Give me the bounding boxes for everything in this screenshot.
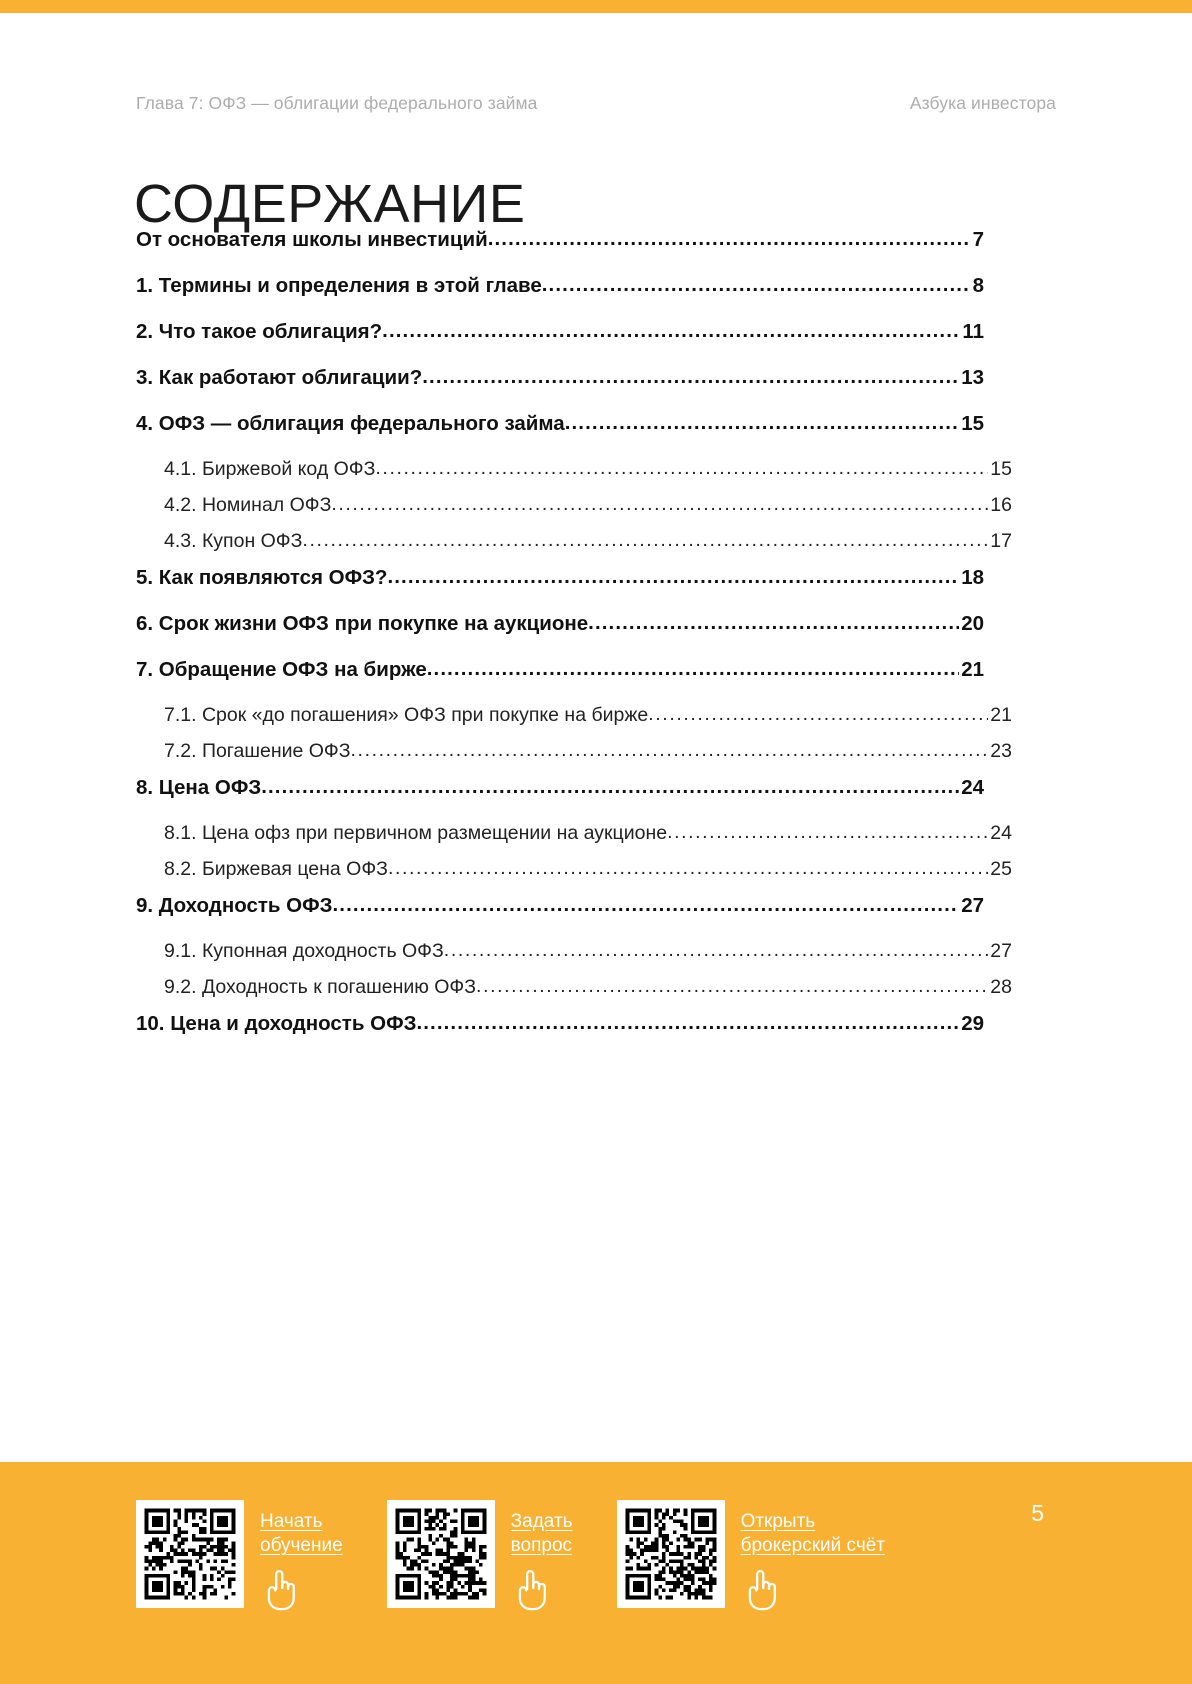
qr-code-icon[interactable] bbox=[136, 1500, 244, 1608]
toc-entry-page: 17 bbox=[990, 530, 1012, 552]
toc-subentry[interactable] bbox=[136, 822, 1012, 858]
toc-entry-label: 8.2. Биржевая цена ОФЗ bbox=[164, 858, 388, 880]
toc-subentry[interactable] bbox=[136, 940, 1012, 976]
qr-code-icon[interactable] bbox=[387, 1500, 495, 1608]
toc-entry-page: 16 bbox=[990, 494, 1012, 516]
footer-cta[interactable] bbox=[617, 1500, 885, 1611]
toc-entry[interactable] bbox=[136, 894, 984, 940]
toc-dot-leader bbox=[648, 703, 988, 726]
running-head-chapter: Глава 7: ОФЗ — облигации федерального займа bbox=[136, 93, 538, 113]
toc-dot-leader bbox=[375, 457, 988, 480]
footer-cta-link-line1[interactable]: Задать bbox=[510, 1511, 573, 1532]
toc-entry-label: 7.1. Срок «до погашения» ОФЗ при покупке на бирже bbox=[164, 704, 649, 726]
toc-entry-page: 11 bbox=[962, 320, 984, 343]
toc-entry[interactable] bbox=[136, 228, 984, 274]
toc-subentry[interactable] bbox=[136, 740, 1012, 776]
toc-entry[interactable] bbox=[136, 566, 984, 612]
toc-entry-page: 28 bbox=[990, 976, 1012, 998]
toc-entry-page: 8 bbox=[972, 274, 984, 297]
toc-entry-label: 8.1. Цена офз при первичном размещении на аукционе bbox=[164, 822, 668, 844]
pointing-hand-icon bbox=[511, 1567, 551, 1611]
toc-entry-label: 9.2. Доходность к погашению ОФЗ bbox=[164, 976, 477, 998]
toc-entry-label: 9. Доходность ОФЗ bbox=[136, 894, 333, 917]
toc-entry-label: 6. Срок жизни ОФЗ при покупке на аукционе bbox=[136, 612, 589, 635]
toc-entry-page: 7 bbox=[972, 228, 984, 251]
toc-entry-page: 18 bbox=[961, 566, 984, 589]
toc-entry-label: 4.3. Купон ОФЗ bbox=[164, 530, 303, 552]
footer-cta-link-line2[interactable]: обучение bbox=[260, 1535, 343, 1557]
running-head-book: Азбука инвестора bbox=[909, 93, 1056, 113]
toc-entry-label: От основателя школы инвестиций bbox=[136, 228, 488, 251]
toc-dot-leader bbox=[565, 411, 959, 435]
page-title: СОДЕРЖАНИЕ bbox=[134, 174, 526, 235]
toc-entry-label: 3. Как работают облигации? bbox=[136, 366, 423, 389]
footer-page-number: 5 bbox=[1031, 1500, 1044, 1526]
toc-entry-page: 27 bbox=[961, 894, 984, 917]
toc-entry[interactable] bbox=[136, 776, 984, 822]
toc-subentry[interactable] bbox=[136, 494, 1012, 530]
footer-cta[interactable] bbox=[136, 1500, 343, 1611]
toc-entry-label: 4. ОФЗ — облигация федерального займа bbox=[136, 412, 565, 435]
toc-entry-page: 15 bbox=[961, 412, 984, 435]
toc-dot-leader bbox=[331, 493, 988, 516]
toc-entry-label: 2. Что такое облигация? bbox=[136, 320, 383, 343]
toc-dot-leader bbox=[588, 611, 959, 635]
footer-cta-text bbox=[260, 1500, 343, 1611]
toc-entry[interactable] bbox=[136, 658, 984, 704]
toc-entry-page: 13 bbox=[961, 366, 984, 389]
document-page bbox=[0, 13, 1192, 1462]
toc-entry-label: 9.1. Купонная доходность ОФЗ bbox=[164, 940, 444, 962]
toc-dot-leader bbox=[388, 857, 988, 880]
toc-entry-page: 15 bbox=[990, 458, 1012, 480]
toc-entry-page: 21 bbox=[990, 704, 1012, 726]
toc-dot-leader bbox=[488, 227, 971, 251]
toc-entry[interactable] bbox=[136, 612, 984, 658]
toc-dot-leader bbox=[302, 529, 988, 552]
footer-cta-link-line2[interactable]: вопрос bbox=[510, 1535, 573, 1557]
footer-cta-link-line1[interactable]: Открыть bbox=[740, 1511, 816, 1532]
toc-entry-label: 4.2. Номинал ОФЗ bbox=[164, 494, 332, 516]
toc-entry-label: 4.1. Биржевой код ОФЗ bbox=[164, 458, 376, 480]
toc-entry[interactable] bbox=[136, 274, 984, 320]
running-head bbox=[136, 93, 1056, 114]
toc-subentry[interactable] bbox=[136, 530, 1012, 566]
toc-entry-page: 20 bbox=[961, 612, 984, 635]
toc-entry-page: 21 bbox=[961, 658, 984, 681]
footer-cta-text bbox=[511, 1500, 573, 1611]
toc-dot-leader bbox=[261, 775, 959, 799]
qr-code-icon[interactable] bbox=[617, 1500, 725, 1608]
toc-subentry[interactable] bbox=[136, 704, 1012, 740]
toc-dot-leader bbox=[542, 273, 971, 297]
toc-dot-leader bbox=[444, 939, 989, 962]
toc-entry-page: 27 bbox=[990, 940, 1012, 962]
toc-entry-page: 25 bbox=[990, 858, 1012, 880]
page-footer bbox=[0, 1462, 1192, 1684]
toc-entry[interactable] bbox=[136, 366, 984, 412]
toc-dot-leader bbox=[332, 893, 959, 917]
toc-dot-leader bbox=[416, 1011, 959, 1035]
toc-dot-leader bbox=[476, 975, 988, 998]
toc-entry-label: 10. Цена и доходность ОФЗ bbox=[136, 1012, 417, 1035]
toc-entry-label: 5. Как появляются ОФЗ? bbox=[136, 566, 388, 589]
toc-dot-leader bbox=[667, 821, 988, 844]
toc-subentry[interactable] bbox=[136, 458, 1012, 494]
toc-entry-label: 8. Цена ОФЗ bbox=[136, 776, 262, 799]
pointing-hand-icon bbox=[741, 1567, 781, 1611]
toc-subentry[interactable] bbox=[136, 858, 1012, 894]
footer-cta-link-line2[interactable]: брокерский счёт bbox=[740, 1535, 886, 1557]
top-accent-bar bbox=[0, 0, 1192, 13]
toc-entry[interactable] bbox=[136, 1012, 984, 1058]
footer-cta[interactable] bbox=[387, 1500, 573, 1611]
footer-cta-link-line1[interactable]: Начать bbox=[260, 1511, 323, 1532]
toc-entry-page: 24 bbox=[961, 776, 984, 799]
toc-entry-label: 7. Обращение ОФЗ на бирже bbox=[136, 658, 427, 681]
toc-entry-page: 23 bbox=[990, 740, 1012, 762]
toc-entry[interactable] bbox=[136, 412, 984, 458]
toc-dot-leader bbox=[422, 365, 959, 389]
table-of-contents bbox=[136, 228, 1012, 1058]
cta-strip bbox=[136, 1500, 885, 1611]
toc-entry-page: 24 bbox=[990, 822, 1012, 844]
toc-subentry[interactable] bbox=[136, 976, 1012, 1012]
footer-cta-text bbox=[741, 1500, 885, 1611]
toc-entry-label: 7.2. Погашение ОФЗ bbox=[164, 740, 351, 762]
toc-dot-leader bbox=[351, 739, 989, 762]
toc-dot-leader bbox=[382, 319, 960, 343]
toc-dot-leader bbox=[427, 657, 959, 681]
toc-entry-label: 1. Термины и определения в этой главе bbox=[136, 274, 542, 297]
pointing-hand-icon bbox=[260, 1567, 300, 1611]
toc-entry-page: 29 bbox=[961, 1012, 984, 1035]
toc-dot-leader bbox=[387, 565, 959, 589]
toc-entry[interactable] bbox=[136, 320, 984, 366]
